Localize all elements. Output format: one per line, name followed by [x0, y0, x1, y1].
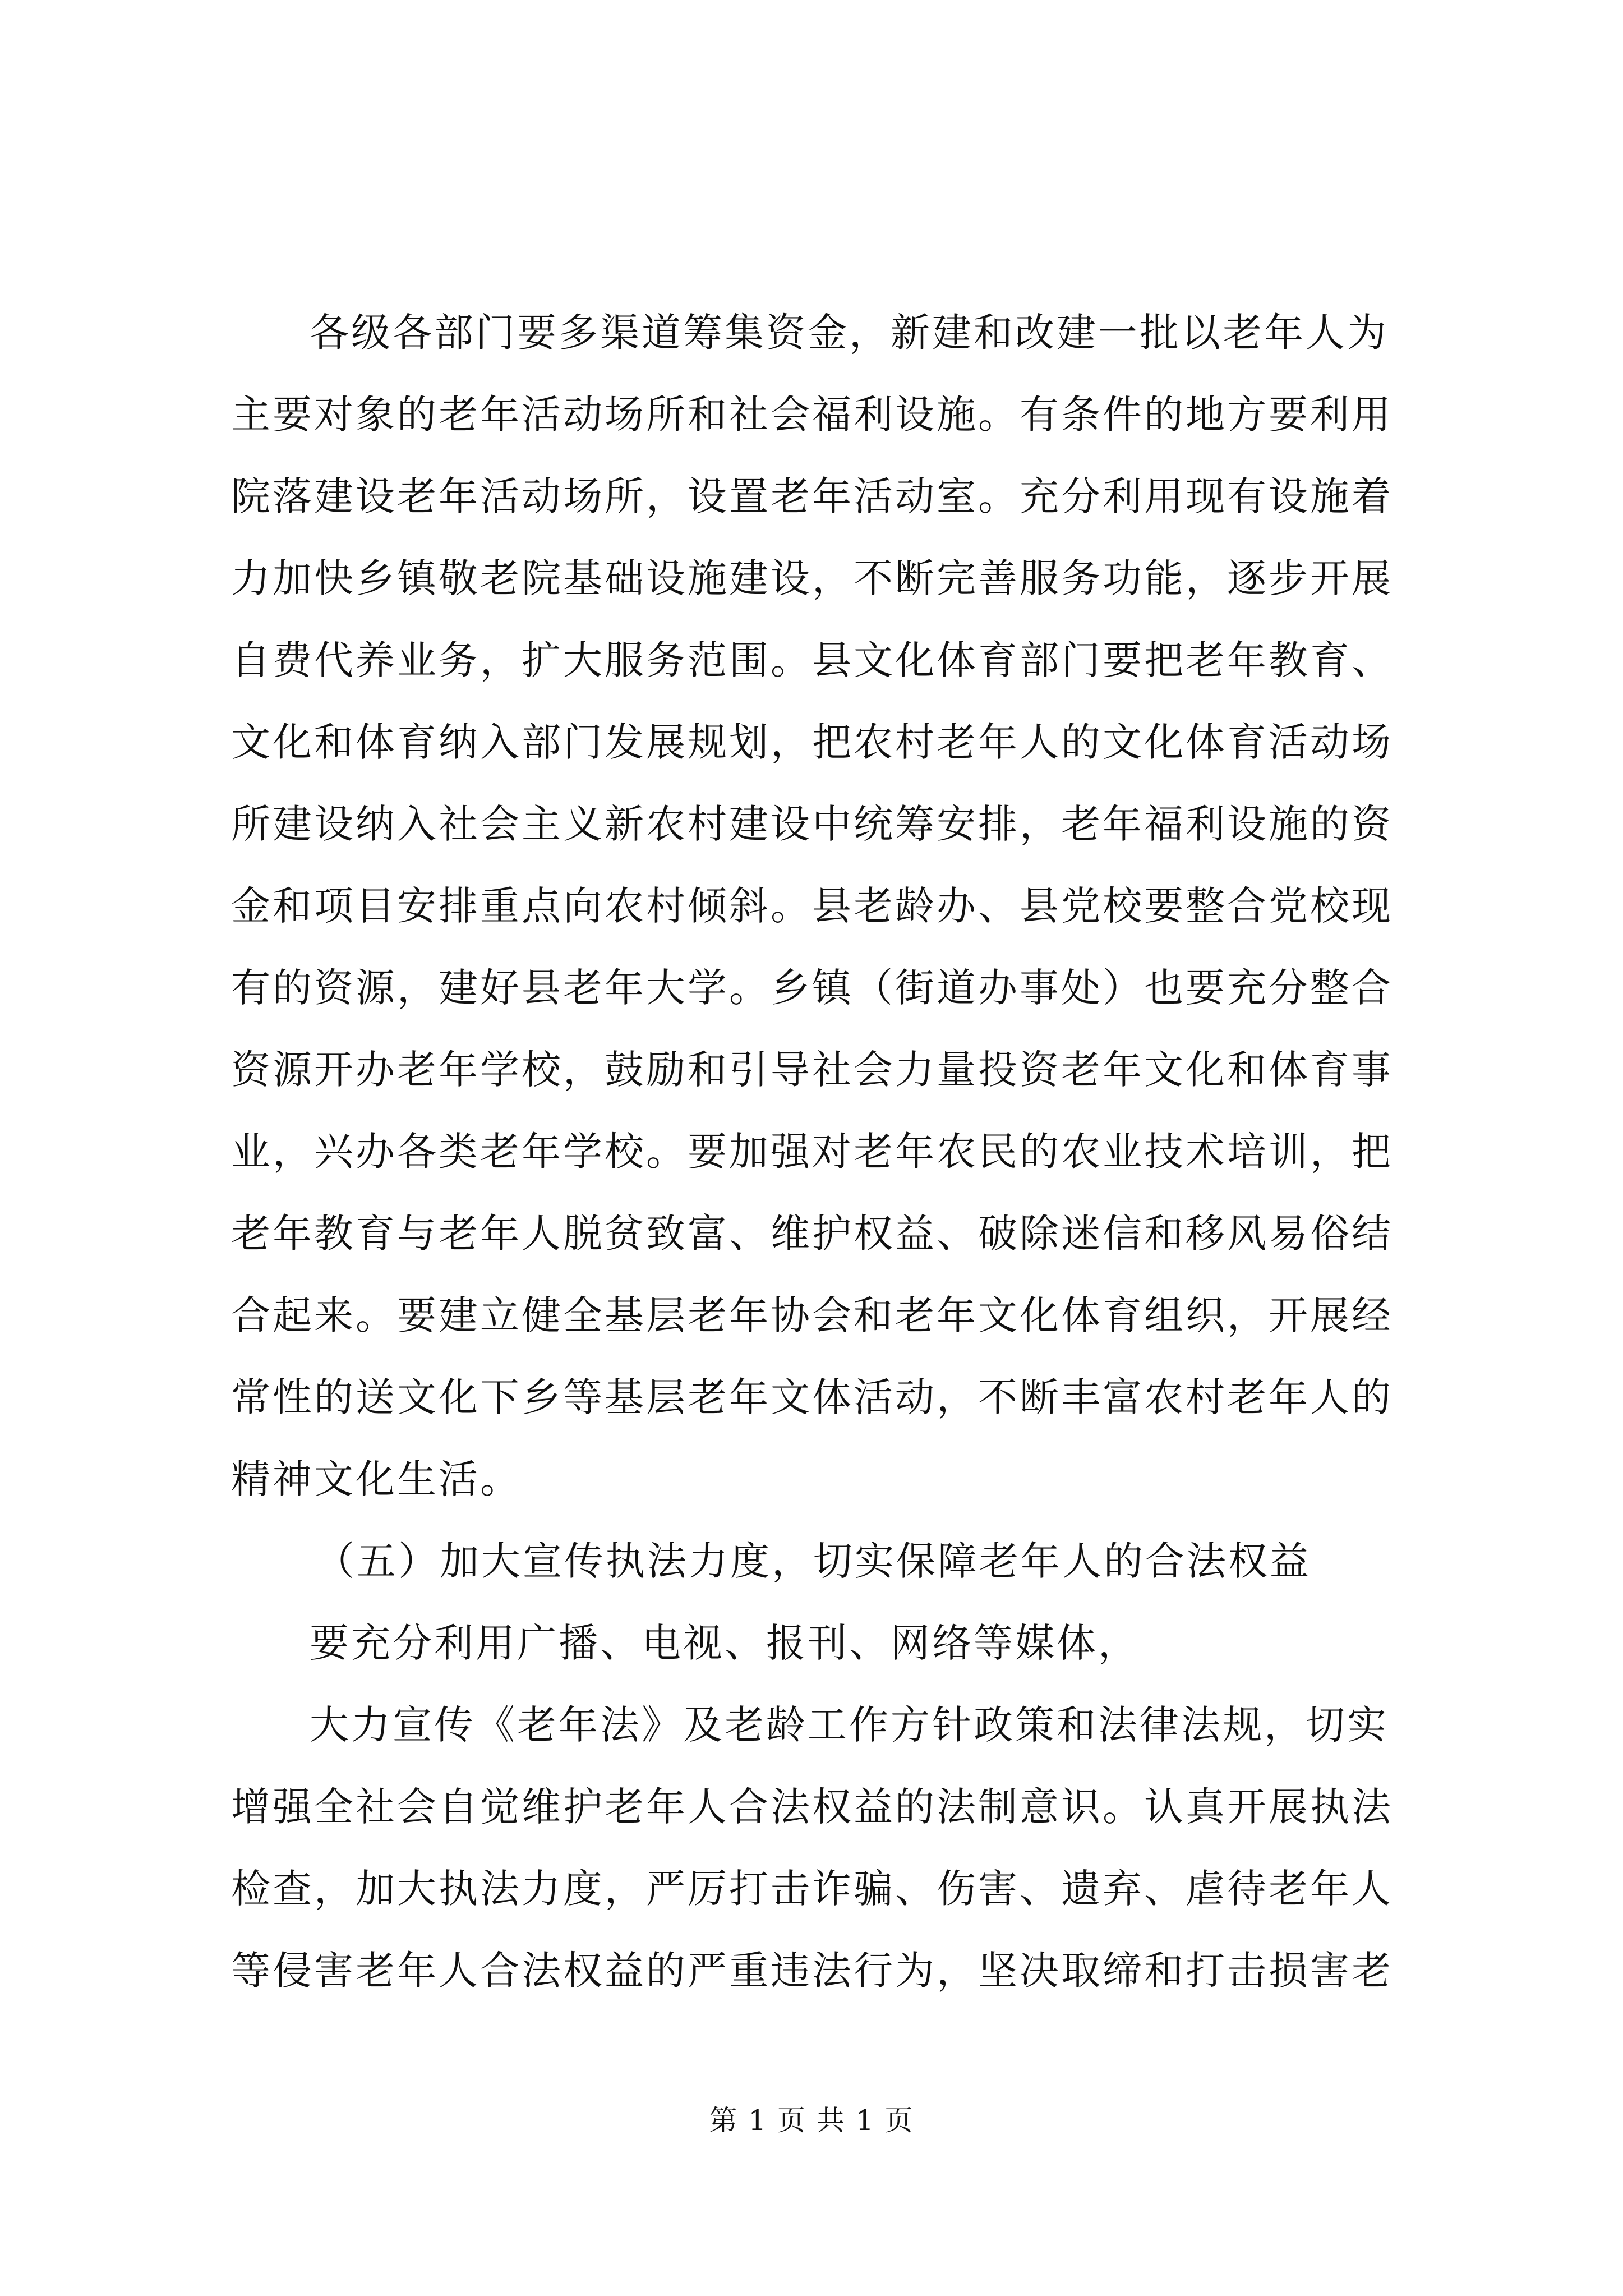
document-body	[231, 292, 1420, 2012]
paragraph-line: 合起来。要建立健全基层老年协会和老年文化体育组织，开展经	[231, 1292, 1393, 1338]
page-number: 第 1 页 共 1 页	[709, 2104, 914, 2137]
paragraph-line: 要充分利用广播、电视、报刊、网络等媒体，	[310, 1620, 1140, 1666]
paragraph-line: 大力宣传《老年法》及老龄工作方针政策和法律法规，切实	[310, 1702, 1389, 1748]
paragraph-line: 力加快乡镇敬老院基础设施建设，不断完善服务功能，逐步开展	[231, 555, 1393, 601]
paragraph-line: 所建设纳入社会主义新农村建设中统筹安排，老年福利设施的资	[231, 801, 1393, 847]
paragraph-line: 等侵害老年人合法权益的严重违法行为，坚决取缔和打击损害老	[231, 1948, 1393, 1994]
paragraph-line: 金和项目安排重点向农村倾斜。县老龄办、县党校要整合党校现	[231, 883, 1393, 929]
paragraph-line: 老年教育与老年人脱贫致富、维护权益、破除迷信和移风易俗结	[231, 1211, 1393, 1257]
paragraph-line: 增强全社会自觉维护老年人合法权益的法制意识。认真开展执法	[231, 1784, 1393, 1830]
paragraph-line: 资源开办老年学校，鼓励和引导社会力量投资老年文化和体育事	[231, 1047, 1393, 1093]
paragraph-line: 主要对象的老年活动场所和社会福利设施。有条件的地方要利用	[231, 392, 1393, 438]
paragraph-line: 各级各部门要多渠道筹集资金，新建和改建一批以老年人为	[310, 310, 1389, 356]
section-heading: （五）加大宣传执法力度，切实保障老年人的合法权益	[315, 1538, 1311, 1584]
paragraph-line: 有的资源，建好县老年大学。乡镇（街道办事处）也要充分整合	[231, 965, 1393, 1011]
paragraph-line: 文化和体育纳入部门发展规划，把农村老年人的文化体育活动场	[231, 719, 1393, 765]
paragraph-line: 业，兴办各类老年学校。要加强对老年农民的农业技术培训，把	[231, 1129, 1393, 1175]
paragraph-line: 院落建设老年活动场所，设置老年活动室。充分利用现有设施着	[231, 473, 1393, 519]
paragraph-line: 自费代养业务，扩大服务范围。县文化体育部门要把老年教育、	[231, 637, 1393, 683]
paragraph-line: 精神文化生活。	[231, 1456, 522, 1502]
paragraph-line: 常性的送文化下乡等基层老年文体活动，不断丰富农村老年人的	[231, 1374, 1393, 1420]
page-footer	[0, 2104, 1623, 2137]
paragraph-line: 检查，加大执法力度，严厉打击诈骗、伤害、遗弃、虐待老年人	[231, 1866, 1393, 1912]
